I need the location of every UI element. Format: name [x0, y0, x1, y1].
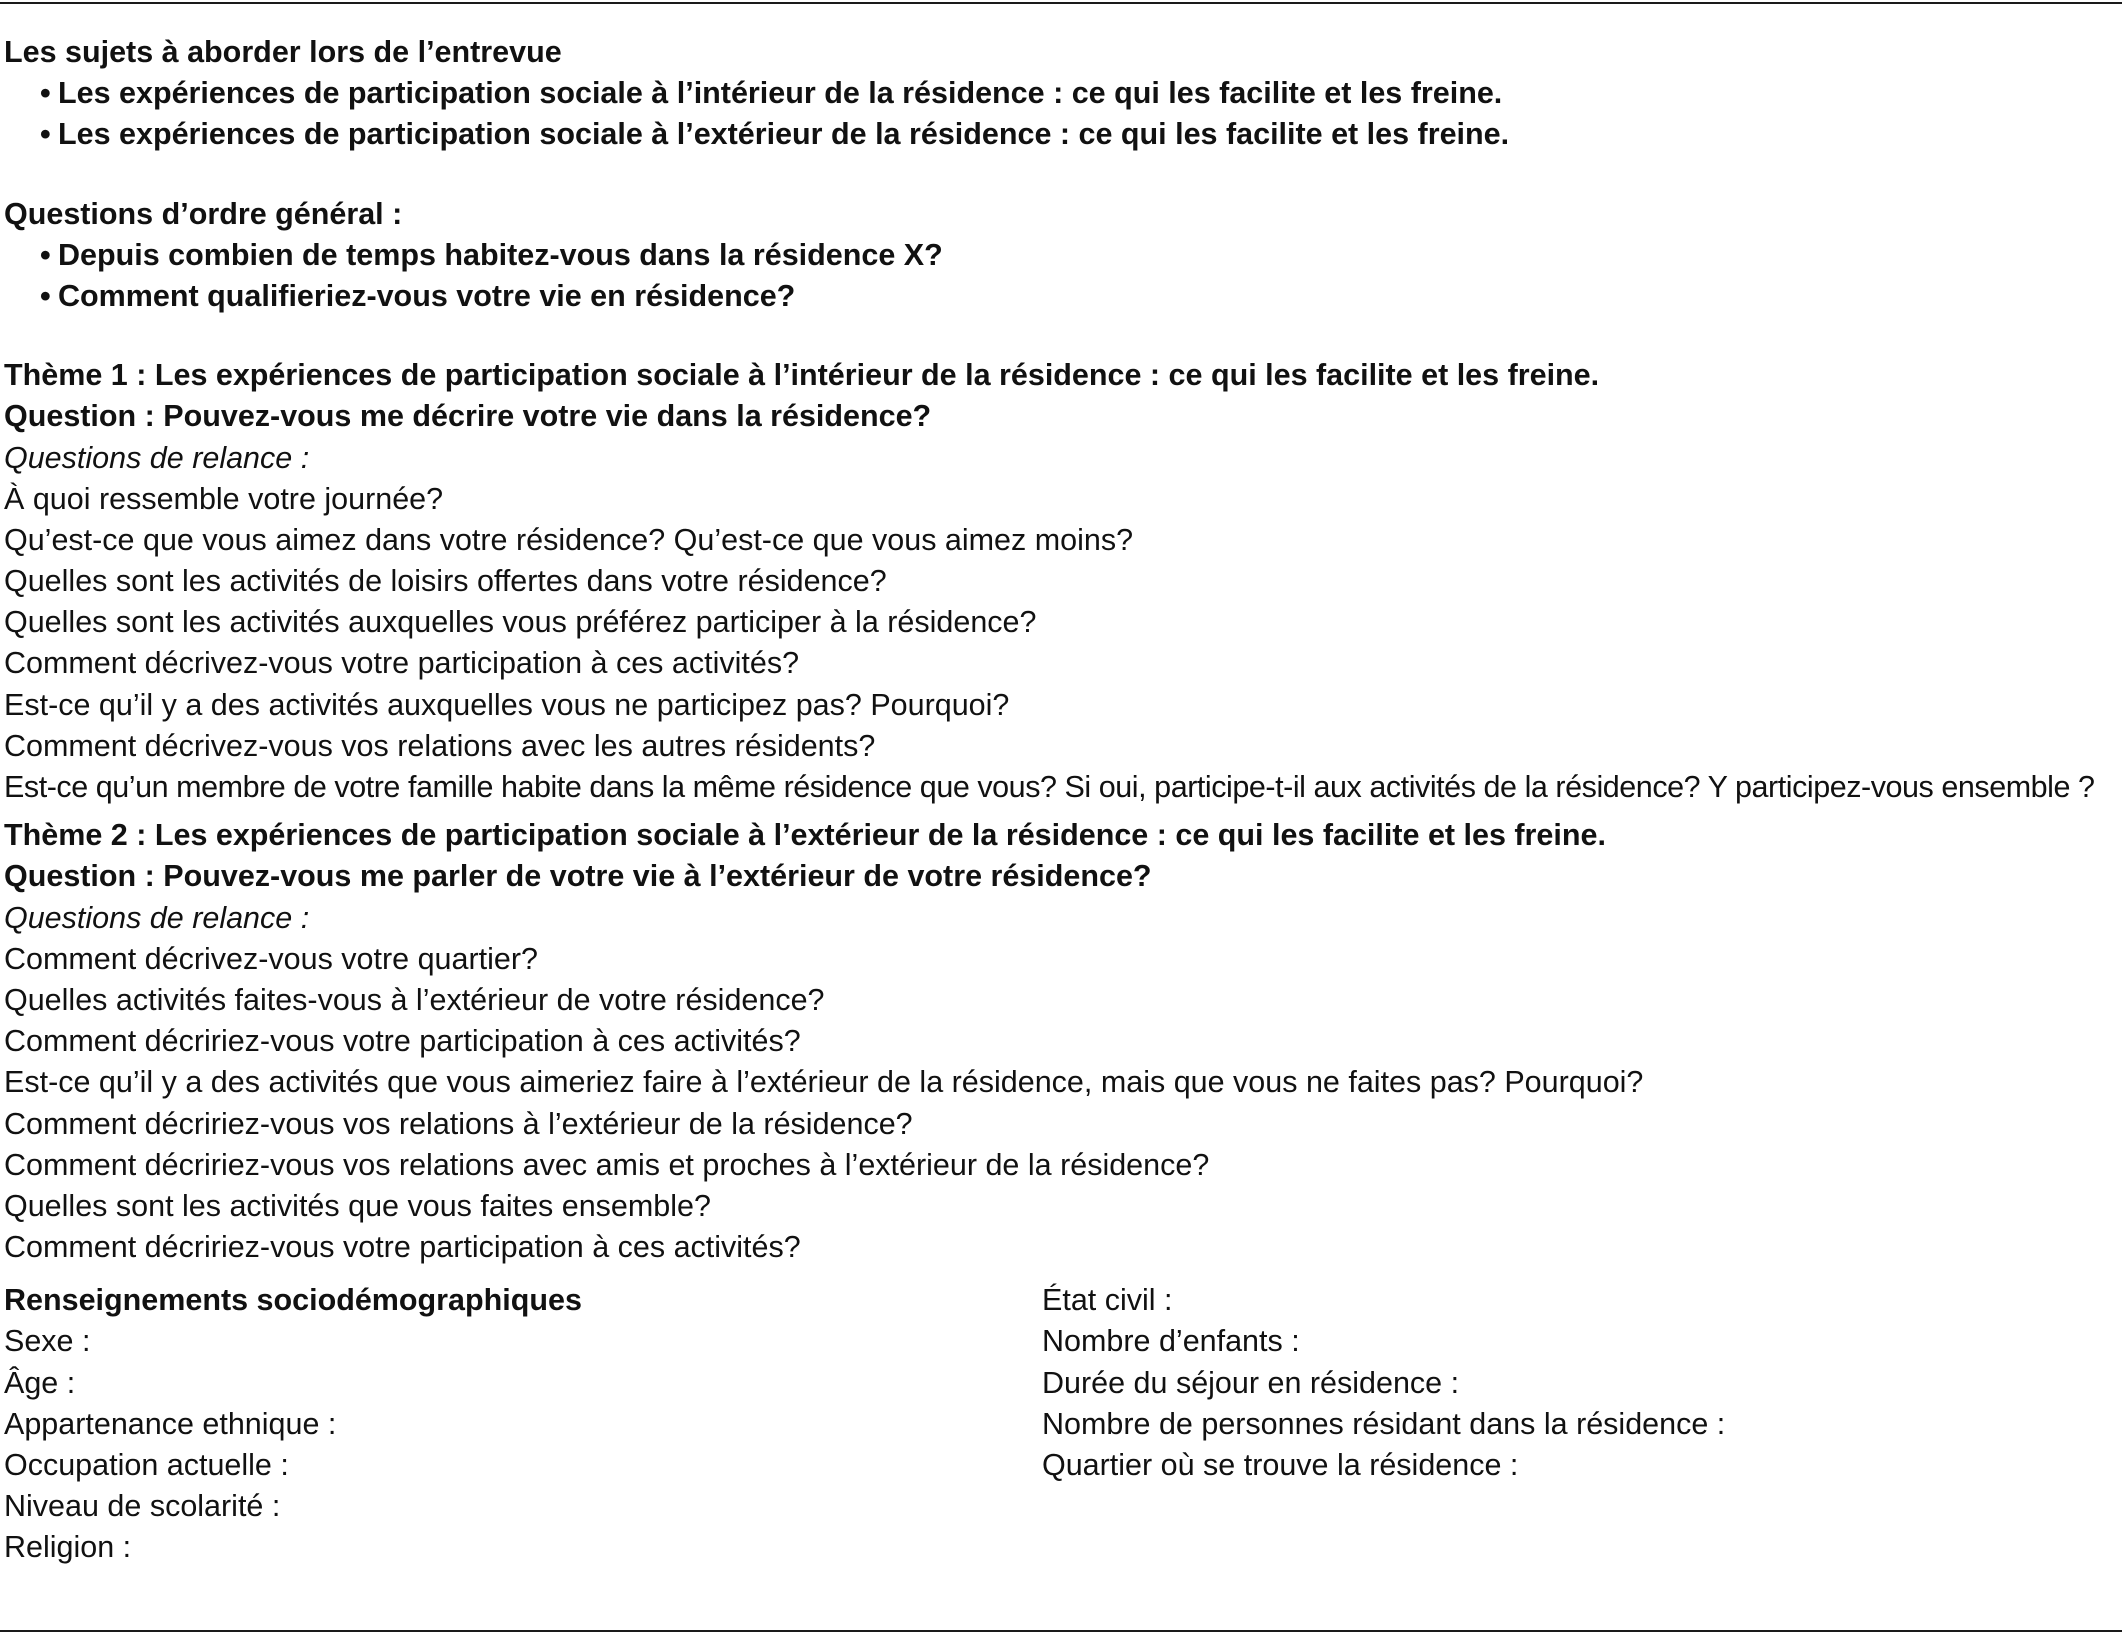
theme1-relance-item: Quelles sont les activités de loisirs offertes dans votre résidence?	[4, 564, 887, 599]
theme2-relance-label: Questions de relance :	[4, 900, 310, 935]
subject-item-text: Les expériences de participation sociale à l’extérieur de la résidence : ce qui les facilite et les freine.	[58, 117, 1510, 152]
socio-heading: Renseignements sociodémographiques	[4, 1283, 582, 1318]
theme2-relance-item: Quelles activités faites-vous à l’extérieur de votre résidence?	[4, 982, 825, 1017]
sociodemographic-section	[4, 1280, 2116, 1568]
theme2-title: Thème 2 : Les expériences de participation sociale à l’extérieur de la résidence : ce qui les facilite et les freine.	[4, 818, 1606, 853]
bullet-icon: •	[40, 278, 51, 313]
general-item	[4, 276, 2116, 317]
socio-field: Durée du séjour en résidence :	[1042, 1365, 1460, 1400]
spacer	[4, 1268, 2116, 1280]
theme2-relance-item: Quelles sont les activités que vous faites ensemble?	[4, 1188, 711, 1223]
theme2-relance-item: Comment décririez-vous vos relations avec amis et proches à l’extérieur de la résidence?	[4, 1147, 1210, 1182]
theme2-relance-item: Comment décrivez-vous votre quartier?	[4, 941, 538, 976]
subject-item	[4, 114, 2116, 155]
subject-item-text: Les expériences de participation sociale à l’intérieur de la résidence : ce qui les facilite et les freine.	[58, 76, 1503, 111]
spacer	[4, 317, 2116, 355]
bullet-icon: •	[40, 237, 51, 272]
theme1-relance-item: Comment décrivez-vous votre participation à ces activités?	[4, 646, 800, 681]
theme1-relance-item: Qu’est-ce que vous aimez dans votre résidence? Qu’est-ce que vous aimez moins?	[4, 522, 1134, 557]
theme1-relance-label: Questions de relance :	[4, 440, 310, 475]
socio-field: Âge :	[4, 1365, 76, 1400]
theme2-question: Question : Pouvez-vous me parler de votre vie à l’extérieur de votre résidence?	[4, 859, 1152, 894]
theme1-relance-item: Est-ce qu’il y a des activités auxquelles vous ne participez pas? Pourquoi?	[4, 687, 1010, 722]
interview-guide	[4, 32, 2116, 1569]
general-item	[4, 235, 2116, 276]
bullet-icon: •	[40, 76, 51, 111]
socio-field: État civil :	[1042, 1283, 1173, 1318]
theme2-relance-item: Comment décririez-vous votre participation à ces activités?	[4, 1024, 801, 1059]
socio-field: Quartier où se trouve la résidence :	[1042, 1448, 1519, 1482]
theme1-relance-item: Est-ce qu’un membre de votre famille habite dans la même résidence que vous? Si oui, participe-t-il aux activités de la résidence? Y participez-vous ensemble ?	[4, 770, 2095, 804]
bottom-rule	[0, 1630, 2122, 1632]
theme1-title: Thème 1 : Les expériences de participation sociale à l’intérieur de la résidence : ce qui les facilite et les freine.	[4, 358, 1600, 393]
general-item-text: Depuis combien de temps habitez-vous dans la résidence X?	[58, 237, 943, 272]
socio-field: Nombre d’enfants :	[1042, 1324, 1300, 1359]
top-rule	[0, 2, 2122, 4]
socio-field: Religion :	[4, 1530, 132, 1565]
socio-left-column	[4, 1280, 1042, 1568]
socio-field: Nombre de personnes résidant dans la résidence :	[1042, 1406, 1726, 1441]
subjects-heading: Les sujets à aborder lors de l’entrevue	[4, 35, 562, 69]
socio-field: Sexe :	[4, 1324, 91, 1359]
socio-field: Occupation actuelle :	[4, 1448, 289, 1482]
theme2-relance-item: Comment décririez-vous vos relations à l’extérieur de la résidence?	[4, 1106, 913, 1141]
spacer	[4, 156, 2116, 194]
theme1-question: Question : Pouvez-vous me décrire votre vie dans la résidence?	[4, 399, 932, 434]
spacer	[4, 808, 2116, 815]
socio-field: Appartenance ethnique :	[4, 1406, 337, 1441]
theme2-relance-item: Comment décririez-vous votre participation à ces activités?	[4, 1230, 801, 1265]
socio-field: Niveau de scolarité :	[4, 1489, 281, 1524]
theme2-relance-item: Est-ce qu’il y a des activités que vous aimeriez faire à l’extérieur de la résidence, mais que vous ne faites pas? Pourquoi?	[4, 1065, 1644, 1100]
theme1-relance-item: Quelles sont les activités auxquelles vous préférez participer à la résidence?	[4, 605, 1037, 640]
general-heading: Questions d’ordre général :	[4, 196, 403, 231]
subject-item	[4, 73, 2116, 114]
theme1-relance-item: À quoi ressemble votre journée?	[4, 481, 444, 516]
bullet-icon: •	[40, 117, 51, 152]
theme1-relance-item: Comment décrivez-vous vos relations avec les autres résidents?	[4, 728, 876, 763]
socio-right-column	[1042, 1280, 2042, 1568]
general-item-text: Comment qualifieriez-vous votre vie en résidence?	[58, 278, 796, 313]
